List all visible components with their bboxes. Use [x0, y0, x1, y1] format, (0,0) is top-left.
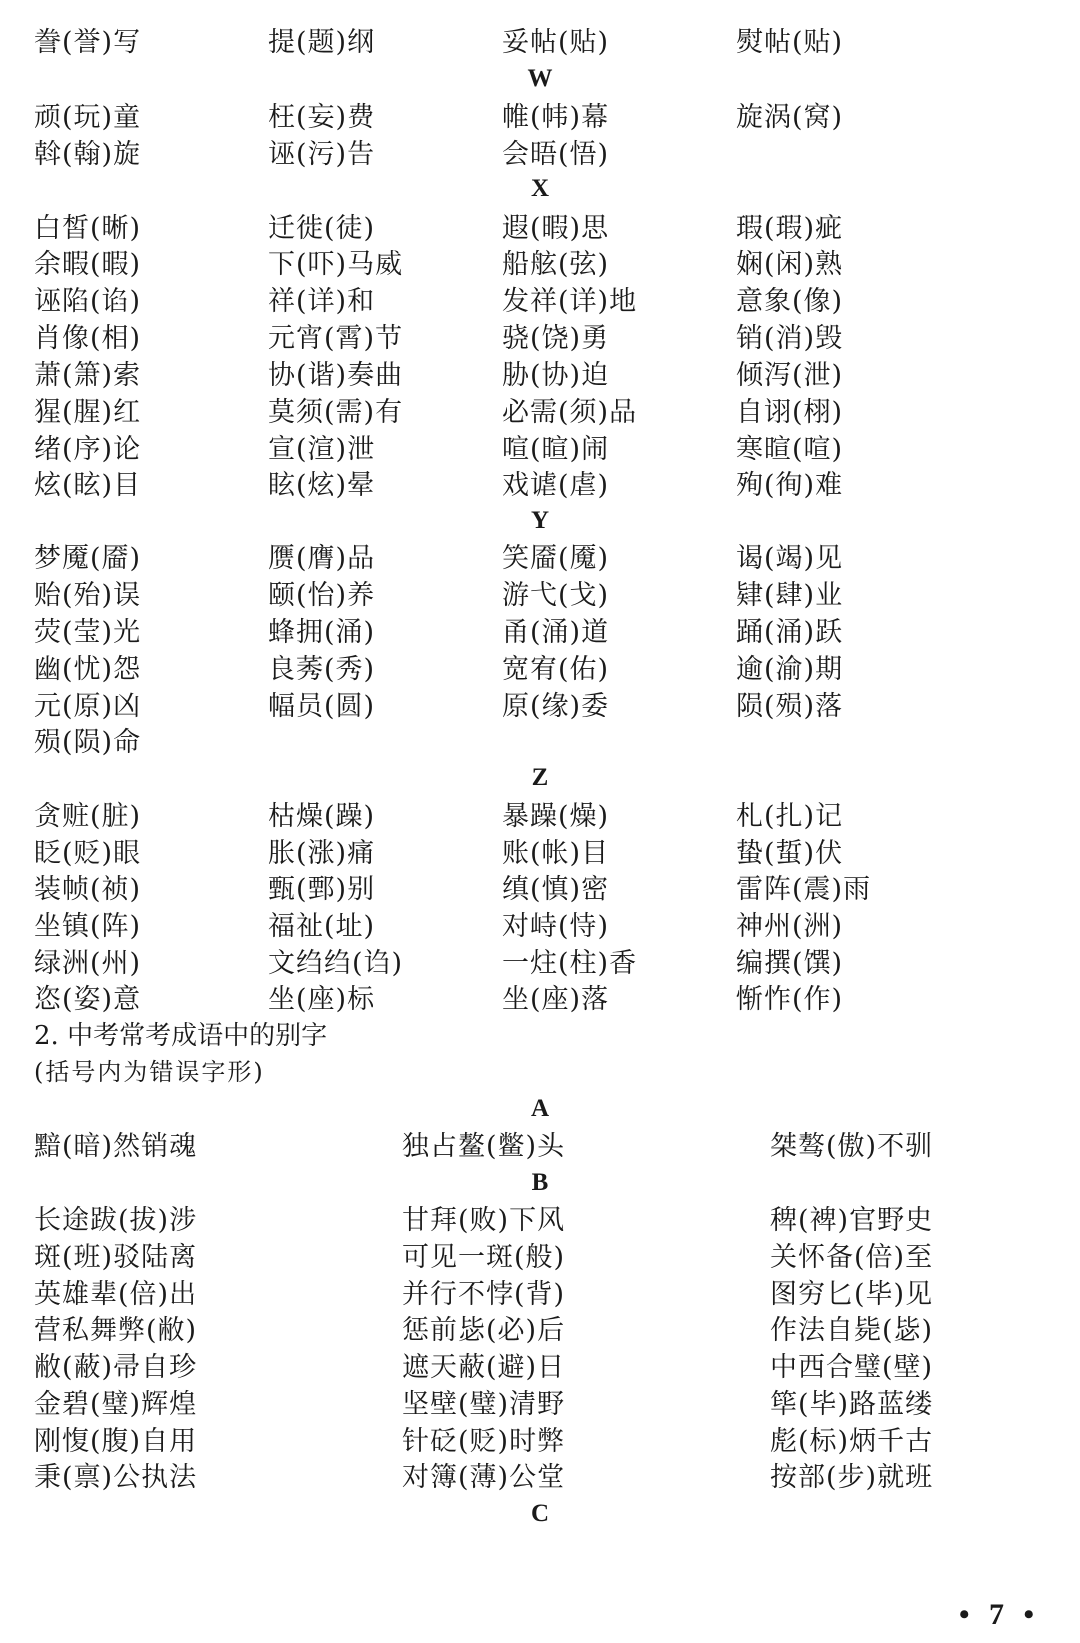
- word-entry: 喧(暄)闹: [502, 434, 610, 465]
- word-row: [0, 431, 1080, 469]
- word-entry: 娴(闲)熟: [736, 249, 844, 280]
- word-entry: 恣(姿)意: [34, 984, 142, 1015]
- word-row: [0, 320, 1080, 358]
- word-entry: 英雄辈(倍)出: [34, 1279, 198, 1310]
- word-entry: 胀(涨)痛: [268, 838, 376, 869]
- word-entry: 贻(殆)误: [34, 580, 142, 611]
- word-entry: 筚(毕)路蓝缕: [770, 1389, 934, 1420]
- word-entry: 颐(怡)养: [268, 580, 376, 611]
- word-row: [0, 283, 1080, 321]
- word-entry: 肖像(相): [34, 323, 142, 354]
- word-entry: 札(扎)记: [736, 801, 844, 832]
- word-row: [0, 1312, 1080, 1350]
- word-entry: 缜(慎)密: [502, 874, 610, 905]
- section-letter: A: [530, 1095, 550, 1122]
- word-row: [0, 210, 1080, 248]
- word-entry: 神州(洲): [736, 911, 844, 942]
- word-entry: 祥(详)和: [268, 286, 376, 317]
- word-entry: 彪(标)炳千古: [770, 1426, 934, 1457]
- word-entry: 踊(涌)跃: [736, 617, 844, 648]
- word-row: [0, 540, 1080, 578]
- word-entry: 关怀备(倍)至: [770, 1242, 934, 1273]
- word-entry: 编撰(馔): [736, 948, 844, 979]
- word-row: [0, 394, 1080, 432]
- word-entry: 独占鳌(鳖)头: [402, 1131, 566, 1162]
- word-row: [0, 688, 1080, 726]
- word-entry: 妥帖(贴): [502, 27, 610, 58]
- word-entry: 刚愎(腹)自用: [34, 1426, 198, 1457]
- section-letter: Z: [531, 764, 549, 791]
- word-entry: 福祉(址): [268, 911, 376, 942]
- word-entry: 暴躁(燥): [502, 801, 610, 832]
- word-entry: 协(谐)奏曲: [268, 360, 404, 391]
- word-row: [0, 1386, 1080, 1424]
- word-entry: 按部(步)就班: [770, 1462, 934, 1493]
- section-letter: B: [531, 1169, 549, 1196]
- word-entry: 遐(暇)思: [502, 213, 610, 244]
- word-entry: 稗(裨)官野史: [770, 1205, 934, 1236]
- word-entry: 眨(贬)眼: [34, 838, 142, 869]
- word-entry: 陨(殒)落: [736, 691, 844, 722]
- word-entry: 一炷(柱)香: [502, 948, 638, 979]
- word-entry: 金碧(璧)辉煌: [34, 1389, 198, 1420]
- word-row: [0, 908, 1080, 946]
- word-entry: 莫须(需)有: [268, 397, 404, 428]
- word-entry: 蜂拥(涌): [268, 617, 376, 648]
- word-entry: 销(消)毁: [736, 323, 844, 354]
- word-entry: 肄(肆)业: [736, 580, 844, 611]
- word-entry: 游弋(戈): [502, 580, 610, 611]
- page-number: • 7 •: [958, 1598, 1040, 1631]
- word-row: [0, 577, 1080, 615]
- word-entry: 甘拜(败)下风: [402, 1205, 566, 1236]
- word-entry: 逾(渝)期: [736, 654, 844, 685]
- word-entry: 坐(座)落: [502, 984, 610, 1015]
- word-entry: 下(吓)马威: [268, 249, 404, 280]
- word-entry: 殒(陨)命: [34, 727, 142, 758]
- word-entry: 幽(忧)怨: [34, 654, 142, 685]
- word-entry: 迁徙(徒): [268, 213, 376, 244]
- word-entry: 顽(玩)童: [34, 102, 142, 133]
- word-entry: 自诩(栩): [736, 397, 844, 428]
- word-entry: 甬(涌)道: [502, 617, 610, 648]
- word-entry: 会晤(悟): [502, 139, 610, 170]
- word-entry: 余暇(暇): [34, 249, 142, 280]
- word-entry: 炫(眩)目: [34, 470, 142, 501]
- word-entry: 敝(蔽)帚自珍: [34, 1352, 198, 1383]
- word-entry: 梦魇(靥): [34, 543, 142, 574]
- word-row: [0, 1239, 1080, 1277]
- word-entry: 文绉绉(诌): [268, 948, 404, 979]
- word-entry: 绿洲(州): [34, 948, 142, 979]
- word-entry: 白皙(晰): [34, 213, 142, 244]
- section-note: (括号内为错误字形): [34, 1058, 265, 1086]
- word-entry: 提(题)纲: [268, 27, 376, 58]
- word-entry: 胁(协)迫: [502, 360, 610, 391]
- word-entry: 长途跋(拔)涉: [34, 1205, 198, 1236]
- word-entry: 枉(妄)费: [268, 102, 376, 133]
- word-entry: 对簿(薄)公堂: [402, 1462, 566, 1493]
- word-entry: 可见一斑(般): [402, 1242, 566, 1273]
- word-entry: 宽宥(佑): [502, 654, 610, 685]
- word-entry: 诬陷(谄): [34, 286, 142, 317]
- word-row: [0, 981, 1080, 1019]
- word-entry: 黯(暗)然销魂: [34, 1131, 198, 1162]
- section-letter: X: [530, 175, 550, 202]
- word-entry: 坚壁(璧)清野: [402, 1389, 566, 1420]
- word-entry: 意象(像): [736, 286, 844, 317]
- word-entry: 斡(翰)旋: [34, 139, 142, 170]
- word-entry: 斑(班)驳陆离: [34, 1242, 198, 1273]
- word-entry: 眩(炫)晕: [268, 470, 376, 501]
- word-entry: 良莠(秀): [268, 654, 376, 685]
- word-row: [0, 357, 1080, 395]
- word-entry: 遮天蔽(避)日: [402, 1352, 566, 1383]
- word-entry: 秉(禀)公执法: [34, 1462, 198, 1493]
- word-entry: 对峙(恃): [502, 911, 610, 942]
- word-entry: 图穷匕(毕)见: [770, 1279, 934, 1310]
- word-row: [0, 798, 1080, 836]
- word-entry: 坐镇(阵): [34, 911, 142, 942]
- word-entry: 寒暄(喧): [736, 434, 844, 465]
- word-entry: 必需(须)品: [502, 397, 638, 428]
- word-row: [0, 136, 1080, 174]
- word-entry: 贪赃(脏): [34, 801, 142, 832]
- word-entry: 誊(誉)写: [34, 27, 142, 58]
- word-entry: 赝(膺)品: [268, 543, 376, 574]
- word-row: [0, 1128, 1080, 1166]
- word-entry: 元(原)凶: [34, 691, 142, 722]
- word-entry: 萧(箫)索: [34, 360, 142, 391]
- word-entry: 桀骜(傲)不驯: [770, 1131, 934, 1162]
- word-entry: 坐(座)标: [268, 984, 376, 1015]
- word-entry: 惩前毖(必)后: [402, 1315, 566, 1346]
- word-row: [0, 614, 1080, 652]
- word-row: [0, 467, 1080, 505]
- word-entry: 瑕(瑕)疵: [736, 213, 844, 244]
- word-entry: 诬(污)告: [268, 139, 376, 170]
- word-entry: 戏谑(虐): [502, 470, 610, 501]
- word-entry: 旋涡(窝): [736, 102, 844, 133]
- word-entry: 熨帖(贴): [736, 27, 844, 58]
- section-letter: Y: [530, 507, 550, 534]
- word-entry: 甄(鄄)别: [268, 874, 376, 905]
- word-entry: 帷(帏)幕: [502, 102, 610, 133]
- word-entry: 元宵(霄)节: [268, 323, 404, 354]
- word-entry: 幅员(圆): [268, 691, 376, 722]
- word-entry: 并行不悖(背): [402, 1279, 566, 1310]
- word-row: [0, 1276, 1080, 1314]
- word-entry: 猩(腥)红: [34, 397, 142, 428]
- word-row: [0, 1459, 1080, 1497]
- word-entry: 荧(莹)光: [34, 617, 142, 648]
- word-entry: 作法自毙(毖): [770, 1315, 934, 1346]
- word-row: [0, 1349, 1080, 1387]
- word-entry: 绪(序)论: [34, 434, 142, 465]
- word-row: [0, 1202, 1080, 1240]
- word-row: [0, 99, 1080, 137]
- word-entry: 枯燥(躁): [268, 801, 376, 832]
- word-entry: 营私舞弊(敝): [34, 1315, 198, 1346]
- word-entry: 倾泻(泄): [736, 360, 844, 391]
- word-row: [0, 24, 1080, 62]
- section-letter: W: [527, 65, 553, 92]
- word-row: [0, 871, 1080, 909]
- section-letter: C: [530, 1500, 550, 1527]
- word-entry: 宣(渲)泄: [268, 434, 376, 465]
- word-entry: 中西合璧(壁): [770, 1352, 934, 1383]
- word-entry: 针砭(贬)时弊: [402, 1426, 566, 1457]
- word-entry: 船舷(弦): [502, 249, 610, 280]
- word-entry: 蛰(蜇)伏: [736, 838, 844, 869]
- word-entry: 骁(饶)勇: [502, 323, 610, 354]
- word-entry: 谒(竭)见: [736, 543, 844, 574]
- section-title: 2. 中考常考成语中的别字: [34, 1021, 328, 1051]
- word-row: [0, 651, 1080, 689]
- word-row: [0, 945, 1080, 983]
- word-row: [0, 835, 1080, 873]
- word-row: [0, 246, 1080, 284]
- word-entry: 装帧(祯): [34, 874, 142, 905]
- word-entry: 笑靥(魇): [502, 543, 610, 574]
- word-entry: 账(帐)目: [502, 838, 610, 869]
- word-row: [0, 1423, 1080, 1461]
- word-entry: 发祥(详)地: [502, 286, 638, 317]
- word-entry: 殉(徇)难: [736, 470, 844, 501]
- word-row: [0, 724, 1080, 762]
- word-entry: 惭怍(作): [736, 984, 844, 1015]
- word-entry: 雷阵(震)雨: [736, 874, 872, 905]
- word-entry: 原(缘)委: [502, 691, 610, 722]
